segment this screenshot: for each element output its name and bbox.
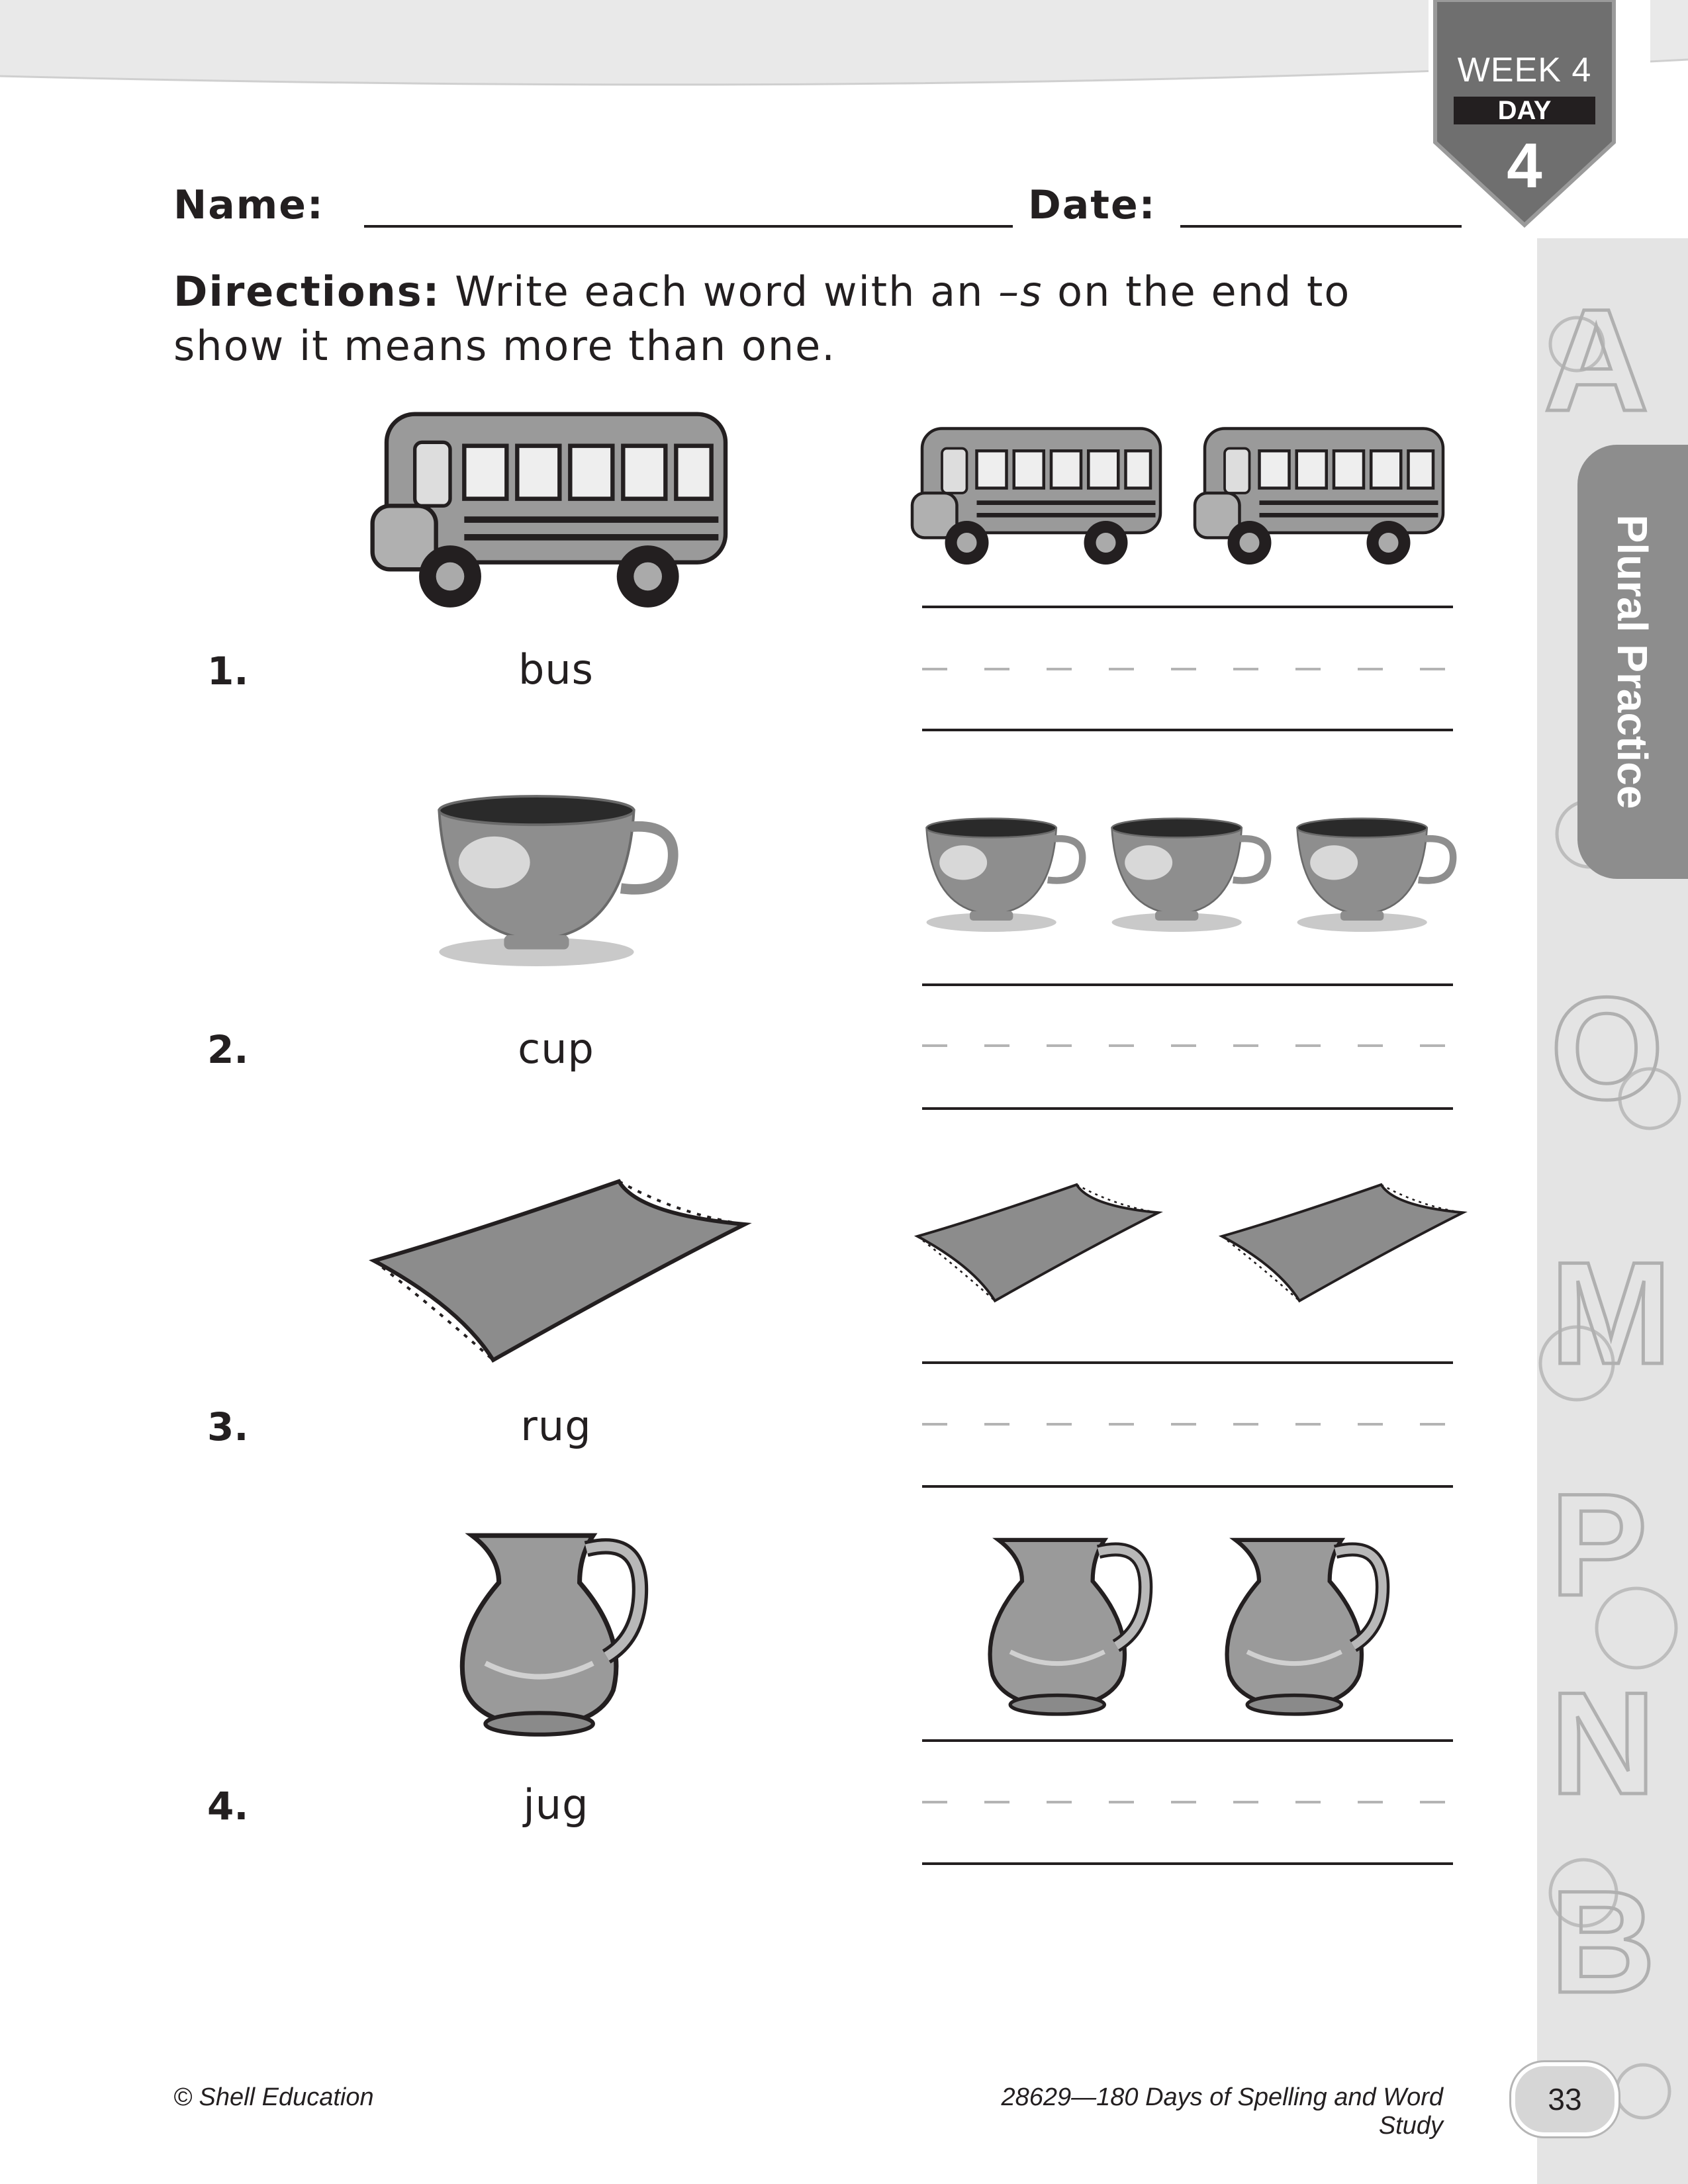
item-number: 2. (207, 1027, 249, 1072)
writing-line-bottom[interactable] (922, 1862, 1453, 1865)
rug-icon (361, 1155, 758, 1367)
cup-icon (915, 819, 1089, 932)
item-word: rug (520, 1402, 592, 1450)
writing-line-bottom[interactable] (922, 1107, 1453, 1110)
jug-icon (457, 1529, 655, 1741)
writing-line-dashed[interactable] (922, 1423, 1453, 1426)
day-number: 4 (1507, 130, 1542, 201)
jug-icon (984, 1534, 1160, 1719)
bus-icon (371, 407, 741, 619)
item-word: bus (518, 645, 594, 694)
cup-icon (1286, 819, 1460, 932)
rug-icon (1213, 1167, 1472, 1306)
svg-text:N: N (1550, 1662, 1656, 1825)
week-label: WEEK 4 (1457, 51, 1592, 89)
writing-line-top[interactable] (922, 983, 1453, 986)
item-number: 1. (207, 649, 249, 694)
date-label: Date: (1028, 182, 1156, 228)
jug-icon (1221, 1534, 1397, 1719)
section-tab-label: Plural Practice (1609, 514, 1656, 809)
svg-text:P: P (1550, 1463, 1648, 1626)
svg-text:M: M (1550, 1232, 1672, 1394)
writing-line-dashed[interactable] (922, 1044, 1453, 1047)
writing-line-bottom[interactable] (922, 729, 1453, 731)
item-word: jug (523, 1780, 589, 1829)
cup-icon (1101, 819, 1274, 932)
day-label: DAY (1454, 97, 1595, 124)
name-field[interactable] (364, 225, 1013, 228)
directions-text-after: on the end to show it means more than one. (173, 267, 1351, 370)
section-tab (1577, 445, 1688, 879)
writing-line-top[interactable] (922, 1739, 1453, 1742)
item-number: 4. (207, 1784, 249, 1829)
cup-icon (417, 797, 688, 966)
name-label: Name: (173, 182, 324, 228)
writing-line-bottom[interactable] (922, 1485, 1453, 1488)
publisher-credit: © Shell Education (173, 2083, 374, 2111)
book-title: 28629—180 Days of Spelling and Word Study (1001, 2083, 1443, 2140)
writing-line-dashed[interactable] (922, 668, 1453, 670)
bus-icon (912, 424, 1170, 572)
page-number: 33 (1511, 2062, 1618, 2136)
bus-icon (1195, 424, 1453, 572)
item-word: cup (518, 1024, 594, 1073)
writing-line-dashed[interactable] (922, 1801, 1453, 1803)
week-day-badge (1429, 0, 1650, 238)
directions-label: Directions: (173, 267, 441, 316)
item-number: 3. (207, 1404, 249, 1449)
writing-line-top[interactable] (922, 606, 1453, 608)
svg-text:A: A (1544, 279, 1649, 441)
directions-suffix: –s (998, 267, 1043, 316)
date-field[interactable] (1180, 225, 1462, 228)
directions (173, 265, 1471, 373)
rug-icon (909, 1167, 1167, 1306)
svg-text:O: O (1550, 967, 1664, 1130)
svg-text:B: B (1550, 1860, 1656, 2023)
writing-line-top[interactable] (922, 1361, 1453, 1364)
directions-text-before: Write each word with an (440, 267, 999, 316)
